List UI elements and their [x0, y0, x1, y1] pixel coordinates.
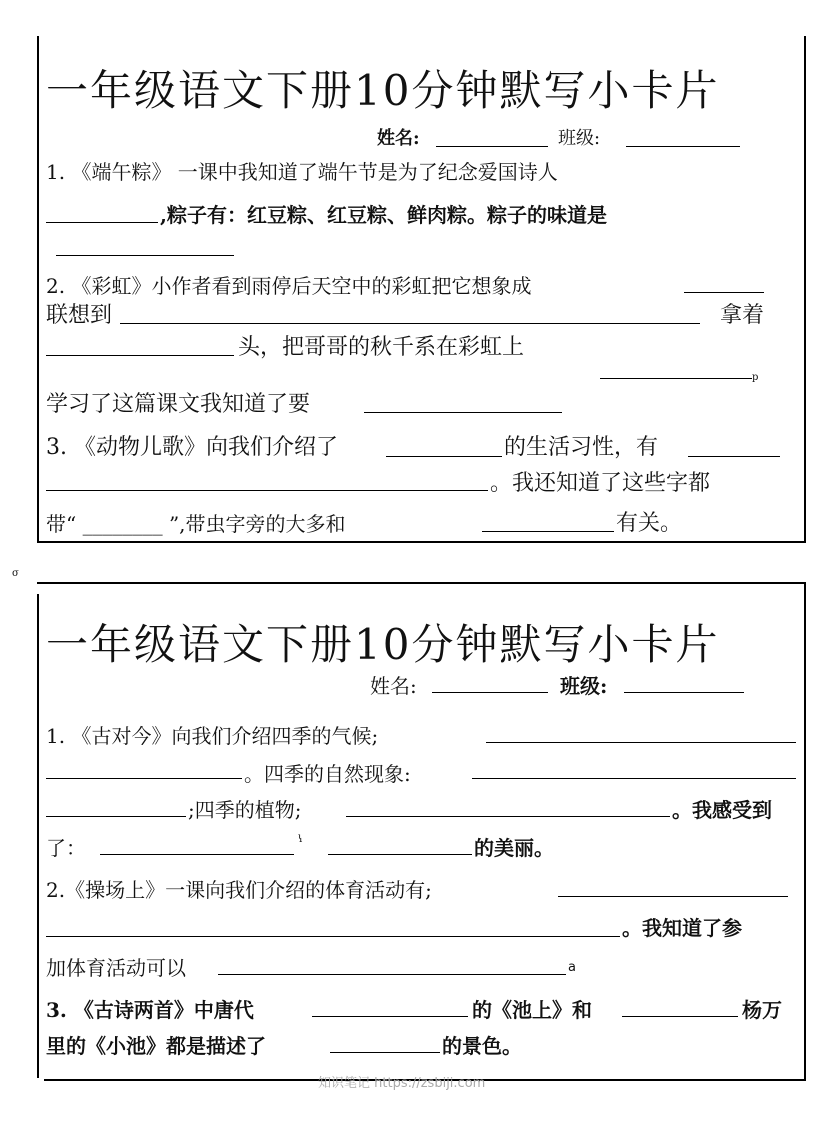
- card2-q3-line2b: 的景色。: [442, 1034, 522, 1058]
- card2-q1-line3b: 。我感受到: [672, 798, 772, 822]
- card1-q2-mark: p: [752, 372, 759, 383]
- card1-class-field[interactable]: [626, 146, 740, 147]
- card1-name-label: 姓名:: [377, 128, 420, 149]
- card2-q3-line1b: 的《池上》和: [472, 998, 592, 1022]
- card1-q1-line2: ,粽子有：红豆粽、红豆粽、鲜肉粽。粽子的味道是: [160, 203, 607, 227]
- card2-q1-blank2[interactable]: [46, 778, 242, 779]
- card1-q1-blank1[interactable]: [46, 222, 158, 223]
- card2-q1-blank3[interactable]: [472, 778, 796, 779]
- card2-q1-line4b: 的美丽。: [474, 836, 554, 860]
- card1-q3-blank3[interactable]: [46, 490, 488, 491]
- card1-q2-line4: 学习了这篇课文我知道了要: [46, 392, 311, 417]
- card1-name-field[interactable]: [436, 146, 548, 147]
- card2-q2-line1: 2.《操场上》一课向我们介绍的体育活动有;: [46, 878, 432, 902]
- card2-q1-blank4[interactable]: [46, 816, 186, 817]
- card2-q1-blank5[interactable]: [346, 816, 670, 817]
- card1-q2-line1: 2. 《彩虹》小作者看到雨停后天空中的彩虹把它想象成: [46, 274, 532, 298]
- card1-q2-blank5[interactable]: [364, 412, 562, 413]
- card2-q1-blank7[interactable]: [328, 854, 472, 855]
- card2-q1-mark: ꝇ: [298, 834, 303, 845]
- card1-title: 一年级语文下册10分钟默写小卡片: [46, 66, 720, 115]
- card1-q2-line2b: 拿着: [720, 303, 765, 328]
- card1-q2-blank4[interactable]: [600, 378, 752, 379]
- card2-q2-blank2[interactable]: [46, 936, 620, 937]
- card1-q3-blank4[interactable]: [482, 531, 614, 532]
- card2-name-label: 姓名:: [370, 674, 417, 698]
- card1-q2-line2a: 联想到: [46, 303, 113, 328]
- card1-q3-blank2[interactable]: [688, 456, 780, 457]
- card1-q3-blank1[interactable]: [386, 456, 502, 457]
- card1-q2-blank3[interactable]: [46, 355, 234, 356]
- card2-q1-line1: 1. 《古对今》向我们介绍四季的气候;: [46, 724, 379, 748]
- card2-q3-line1c: 杨万: [742, 998, 782, 1022]
- card2-q2-blank1[interactable]: [558, 896, 788, 897]
- card2-q3-blank1[interactable]: [312, 1016, 468, 1017]
- card1-q3-line1a: 3. 《动物儿歌》向我们介绍了: [46, 435, 338, 460]
- card2-q3-line2a: 里的《小池》都是描述了: [46, 1034, 266, 1058]
- card1-q3-line3b: 有关。: [616, 511, 683, 536]
- card2-left-border: [37, 594, 39, 1078]
- card2-q1-blank1[interactable]: [486, 742, 796, 743]
- card2-class-field[interactable]: [624, 692, 744, 693]
- card1-q3-line1b: 的生活习性，有: [504, 435, 659, 460]
- card2-q3-blank3[interactable]: [330, 1052, 440, 1053]
- card2-q3-blank2[interactable]: [622, 1016, 738, 1017]
- card2-name-field[interactable]: [432, 692, 548, 693]
- card2-top-border: [37, 582, 806, 584]
- card2-q3-line1a: 3. 《古诗两首》中唐代: [46, 998, 254, 1022]
- card2-q2-line2: 。我知道了参: [622, 916, 742, 940]
- card1-bottom-border: [37, 541, 806, 543]
- separator-mark: σ: [12, 568, 19, 579]
- card1-q3-line3a: 带“ ________ ”,带虫字旁的大多和: [46, 512, 346, 536]
- card1-q2-blank2[interactable]: [120, 323, 700, 324]
- card2-q2-mark: a: [568, 960, 576, 975]
- card2-q2-blank3[interactable]: [218, 974, 566, 975]
- card2-title: 一年级语文下册10分钟默写小卡片: [46, 620, 720, 669]
- card1-q1-line1: 1. 《端午粽》 一课中我知道了端午节是为了纪念爱国诗人: [46, 160, 558, 184]
- card1-class-label: 班级:: [558, 128, 601, 149]
- card1-q2-blank1[interactable]: [684, 292, 764, 293]
- card1-left-border: [37, 36, 39, 542]
- card2-right-border: [804, 582, 806, 1080]
- card2-q2-line3: 加体育活动可以: [46, 956, 186, 980]
- footer-watermark: 知识笔记 https://zsbiji.com: [318, 1076, 486, 1091]
- card1-q1-blank2[interactable]: [56, 255, 234, 256]
- card1-q2-line3: 头，把哥哥的秋千系在彩虹上: [238, 335, 525, 360]
- card2-q1-line3a: ;四季的植物;: [188, 798, 302, 822]
- card2-q1-line2: 。四季的自然现象:: [244, 762, 411, 786]
- card1-q3-line2: 。我还知道了这些字都: [490, 471, 711, 496]
- card2-q1-blank6[interactable]: [100, 854, 294, 855]
- card1-right-border: [804, 36, 806, 542]
- card2-class-label: 班级:: [560, 674, 608, 698]
- card2-q1-line4a: 了：: [46, 836, 86, 860]
